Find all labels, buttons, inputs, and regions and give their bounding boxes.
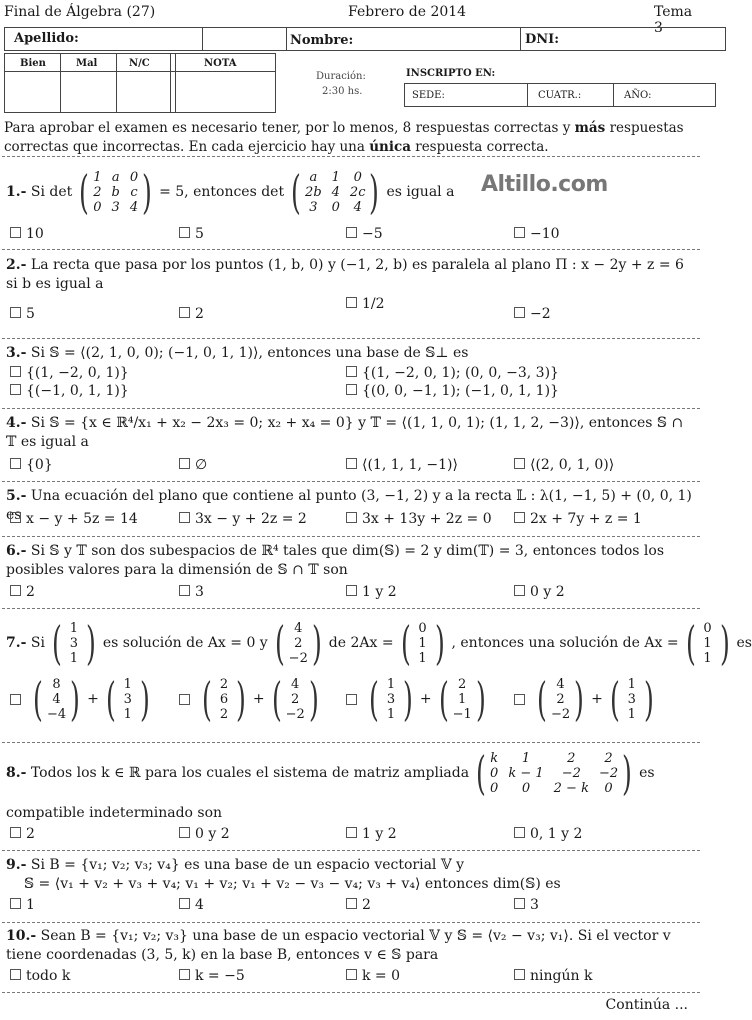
matrix-cell: 0 xyxy=(353,169,362,185)
vector-entry: 1 xyxy=(386,676,396,692)
matrix-cell: 0 xyxy=(490,780,499,796)
q6-option-d[interactable]: 0 y 2 xyxy=(514,584,565,600)
cuatr-label: CUATR.: xyxy=(538,90,582,101)
checkbox-icon xyxy=(10,694,21,705)
q7-option-c[interactable]: ( 1 3 1 ) + ( 2 1 −1 ) xyxy=(346,676,493,722)
checkbox-icon xyxy=(10,512,21,523)
q5-option-a[interactable]: x − y + 5z = 14 xyxy=(10,511,138,527)
q7-option-d[interactable]: ( 4 2 −2 ) + ( 1 3 1 ) xyxy=(514,676,661,722)
vector-entry: 2 xyxy=(294,635,303,651)
q7-option-a[interactable]: ( 8 4 −4 ) + ( 1 3 1 ) xyxy=(10,676,157,722)
instructions: Para aprobar el examen es necesario tener, por lo menos, 8 respuestas correctas y más respuestas correctas que incorrectas. En cada ejercicio hay una única respuesta correcta. xyxy=(4,120,684,155)
checkbox-icon xyxy=(346,366,357,377)
vector-entry: 1 xyxy=(627,706,636,722)
q4-option-d[interactable]: ⟨(2, 0, 1, 0)⟩ xyxy=(514,457,614,473)
vector-entry: 0 xyxy=(418,620,427,636)
vector-entry: −1 xyxy=(452,706,472,722)
checkbox-icon xyxy=(179,827,190,838)
question-9: 9.- Si B = {v₁; v₂; v₃; v₄} es una base de un espacio vectorial 𝕍 y xyxy=(6,857,465,873)
vector-entry: 4 xyxy=(556,676,565,692)
q4-option-b[interactable]: ∅ xyxy=(179,457,207,473)
exam-date: Febrero de 2014 xyxy=(348,4,467,20)
continue-note: Continúa ... xyxy=(605,997,688,1013)
checkbox-icon xyxy=(514,969,525,980)
matrix-cell: 0 xyxy=(129,169,139,185)
q7-option-b[interactable]: ( 2 6 2 ) + ( 4 2 −2 ) xyxy=(179,676,326,722)
q1-option-c[interactable]: −5 xyxy=(346,226,383,242)
q6-option-b[interactable]: 3 xyxy=(179,584,204,600)
checkbox-icon xyxy=(514,694,525,705)
duracion-label: Duración: xyxy=(316,71,366,82)
column-vector xyxy=(66,621,82,666)
q8-option-a[interactable]: 2 xyxy=(10,826,35,842)
vector-entry: 1 xyxy=(703,635,712,651)
matrix-cell: 0 xyxy=(490,765,499,781)
inscripto-label: INSCRIPTO EN: xyxy=(406,68,496,79)
checkbox-icon xyxy=(346,458,357,469)
checkbox-icon xyxy=(514,827,525,838)
q9-option-b[interactable]: 4 xyxy=(179,897,204,913)
checkbox-icon xyxy=(346,827,357,838)
vector-entry: 1 xyxy=(458,691,467,707)
vector-entry: −4 xyxy=(46,706,67,722)
question-5: 5.- Una ecuación del plano que contiene al punto (3, −1, 2) y a la recta 𝕃 : λ(1, −1, 5) + (0, 0, 1) es xyxy=(6,488,692,523)
checkbox-icon xyxy=(179,694,190,705)
q10-option-b[interactable]: k = −5 xyxy=(179,968,245,984)
divider xyxy=(2,156,700,157)
matrix-cell: k xyxy=(490,750,499,766)
column-vector xyxy=(216,677,232,722)
checkbox-icon xyxy=(346,297,357,308)
vector-entry: 1 xyxy=(123,706,132,722)
q5-option-c[interactable]: 3x + 13y + 2z = 0 xyxy=(346,511,492,527)
question-6: 6.- Si 𝕊 y 𝕋 son dos subespacios de ℝ⁴ tales que dim(𝕊) = 2 y dim(𝕋) = 3, entonces todos los posibles valores para la dimensión de 𝕊 ∩ 𝕋 son xyxy=(6,543,665,578)
question-10: 10.- Sean B = {v₁; v₂; v₃} una base de un espacio vectorial 𝕍 y 𝕊 = ⟨v₂ − v₃; v₁⟩. Si el vector v tiene coordenadas (3, 5, k) en la base B, entonces v ∈ 𝕊 para xyxy=(6,928,671,963)
sede-label: SEDE: xyxy=(412,90,445,101)
q6-option-a[interactable]: 2 xyxy=(10,584,35,600)
matrix-cell: c xyxy=(130,184,138,200)
dni-label: DNI: xyxy=(525,32,560,47)
q3-option-a[interactable]: {(1, −2, 0, 1)} xyxy=(10,365,129,381)
q2-option-c[interactable]: 1/2 xyxy=(346,296,385,312)
vector-entry: 0 xyxy=(703,620,712,636)
q1-option-b[interactable]: 5 xyxy=(179,226,204,242)
vector-entry: 1 xyxy=(418,635,427,651)
checkbox-icon xyxy=(514,585,525,596)
matrix-cell: 0 xyxy=(521,780,531,796)
checkbox-icon xyxy=(10,458,21,469)
checkbox-icon xyxy=(179,458,190,469)
matrix-cell: 2c xyxy=(349,184,366,200)
vector-entry: 4 xyxy=(294,620,303,636)
exam-title: Final de Álgebra (27) xyxy=(4,4,156,20)
matrix-cell: 0 xyxy=(604,780,613,796)
vector-entry: −2 xyxy=(288,650,308,666)
vector-entry: 1 xyxy=(627,676,636,692)
matrix-cell: 0 xyxy=(93,199,102,215)
checkbox-icon xyxy=(179,512,190,523)
matrix-cell: 3 xyxy=(111,199,120,215)
matrix-cell: −2 xyxy=(598,765,619,781)
q10-option-a[interactable]: todo k xyxy=(10,968,70,984)
vector-entry: −2 xyxy=(285,706,305,722)
apellido-label: Apellido: xyxy=(14,31,79,46)
q6-option-c[interactable]: 1 y 2 xyxy=(346,584,397,600)
column-vector xyxy=(289,621,308,666)
q3-option-b[interactable]: {(1, −2, 0, 1); (0, 0, −3, 3)} xyxy=(346,365,559,381)
checkbox-icon xyxy=(10,969,21,980)
column-vector xyxy=(700,621,716,666)
question-8: 8.- Todos los k ∈ ℝ para los cuales el sistema de matriz ampliada ( k 1 2 2 0 k − 1 −2 −2 0 0 2 − k 0 ) es xyxy=(6,746,655,800)
q9-option-a[interactable]: 1 xyxy=(10,897,35,913)
vector-entry: 1 xyxy=(386,706,396,722)
column-vector xyxy=(120,677,136,722)
checkbox-icon xyxy=(346,384,357,395)
q5-option-b[interactable]: 3x − y + 2z = 2 xyxy=(179,511,307,527)
q2-option-b[interactable]: 2 xyxy=(179,306,204,322)
checkbox-icon xyxy=(10,827,21,838)
checkbox-icon xyxy=(179,227,190,238)
q8-option-b[interactable]: 0 y 2 xyxy=(179,826,230,842)
checkbox-icon xyxy=(179,969,190,980)
vector-entry: 3 xyxy=(69,635,79,651)
question-2: 2.- La recta que pasa por los puntos (1, b, 0) y (−1, 2, b) es paralela al plano Π : x − 2y + z = 6 si b es igual a xyxy=(6,257,684,292)
nc-label: N/C xyxy=(129,58,150,69)
checkbox-icon xyxy=(179,307,190,318)
matrix-cell: 3 xyxy=(309,199,318,215)
matrix-cell: 4 xyxy=(353,199,362,215)
bien-label: Bien xyxy=(20,58,46,69)
column-vector xyxy=(453,677,472,722)
checkbox-icon xyxy=(514,512,525,523)
q2-option-d[interactable]: −2 xyxy=(514,306,551,322)
column-vector xyxy=(624,677,640,722)
q10-option-c[interactable]: k = 0 xyxy=(346,968,400,984)
column-vector xyxy=(383,677,399,722)
vector-entry: 1 xyxy=(703,650,712,666)
checkbox-icon xyxy=(10,366,21,377)
matrix-cell: k − 1 xyxy=(508,765,544,781)
vector-entry: 1 xyxy=(69,650,79,666)
q9-option-d[interactable]: 3 xyxy=(514,897,539,913)
vector-entry: 4 xyxy=(52,691,61,707)
matrix-cell: 2 − k xyxy=(553,780,589,796)
matrix-cell: 2b xyxy=(305,184,322,200)
vector-entry: 8 xyxy=(52,676,61,692)
checkbox-icon xyxy=(10,227,21,238)
vector-entry: 1 xyxy=(418,650,427,666)
q10-option-d[interactable]: ningún k xyxy=(514,968,592,984)
student-info-row xyxy=(4,27,726,51)
checkbox-icon xyxy=(346,585,357,596)
checkbox-icon xyxy=(514,227,525,238)
question-8-cont: compatible indeterminado son xyxy=(6,805,223,821)
checkbox-icon xyxy=(346,969,357,980)
checkbox-icon xyxy=(10,585,21,596)
q3-option-d[interactable]: {(0, 0, −1, 1); (−1, 0, 1, 1)} xyxy=(346,383,559,399)
vector-entry: 6 xyxy=(219,691,229,707)
checkbox-icon xyxy=(10,898,21,909)
matrix-cell: b xyxy=(111,184,120,200)
q5-option-d[interactable]: 2x + 7y + z = 1 xyxy=(514,511,642,527)
vector-entry: 3 xyxy=(123,691,132,707)
matrix-cell: 1 xyxy=(521,750,531,766)
nombre-label: Nombre: xyxy=(290,33,354,48)
checkbox-icon xyxy=(346,512,357,523)
matrix-cell: a xyxy=(111,169,120,185)
matrix-q8: ( k 1 2 2 0 k − 1 −2 −2 0 0 2 − k 0 ) xyxy=(476,746,633,800)
vector-entry: 2 xyxy=(556,691,565,707)
matrix-cell: 1 xyxy=(93,169,102,185)
checkbox-icon xyxy=(514,458,525,469)
checkbox-icon xyxy=(346,227,357,238)
matrix-cell: 0 xyxy=(331,199,340,215)
matrix-q1b: ( a 1 0 2b 4 2c 3 0 4 ) xyxy=(291,165,380,219)
question-1: 1.- Si det ( 1 a 0 2 b c 0 3 4 ) = 5, entonces det ( a 1 0 2b 4 2c 3 0 4 ) es igual a xyxy=(6,165,455,219)
matrix-q1a: ( 1 a 0 2 b c 0 3 4 ) xyxy=(79,165,153,219)
vector-entry: 3 xyxy=(627,691,636,707)
question-3: 3.- Si 𝕊 = ⟨(2, 1, 0, 0); (−1, 0, 1, 1)⟩, entonces una base de 𝕊⊥ es xyxy=(6,345,469,361)
exam-tema: Tema 3 xyxy=(654,4,693,36)
checkbox-icon xyxy=(10,384,21,395)
vector-entry: −2 xyxy=(550,706,571,722)
checkbox-icon xyxy=(514,307,525,318)
matrix-cell: 4 xyxy=(331,184,340,200)
matrix-cell: −2 xyxy=(561,765,581,781)
vector-entry: 1 xyxy=(69,620,79,636)
q4-option-c[interactable]: ⟨(1, 1, 1, −1)⟩ xyxy=(346,457,458,473)
q8-option-c[interactable]: 1 y 2 xyxy=(346,826,397,842)
column-vector xyxy=(551,677,570,722)
q8-option-d[interactable]: 0, 1 y 2 xyxy=(514,826,582,842)
matrix-cell: 2 xyxy=(604,750,613,766)
vector-entry: 4 xyxy=(291,676,300,692)
vector-entry: 3 xyxy=(386,691,396,707)
matrix-cell: 2 xyxy=(567,750,576,766)
matrix-cell: 4 xyxy=(129,199,139,215)
q2-option-a[interactable]: 5 xyxy=(10,306,35,322)
matrix-cell: 1 xyxy=(331,169,340,185)
column-vector xyxy=(286,677,305,722)
checkbox-icon xyxy=(10,307,21,318)
duracion-value: 2:30 hs. xyxy=(322,86,363,97)
q3-option-c[interactable]: {(−1, 0, 1, 1)} xyxy=(10,383,129,399)
altillo-logo: Altillo.com xyxy=(481,172,608,197)
vector-entry: 2 xyxy=(291,691,300,707)
column-vector xyxy=(47,677,66,722)
checkbox-icon xyxy=(346,898,357,909)
q9-option-c[interactable]: 2 xyxy=(346,897,371,913)
checkbox-icon xyxy=(179,585,190,596)
matrix-cell: 2 xyxy=(93,184,102,200)
q1-option-a[interactable]: 10 xyxy=(10,226,44,242)
nota-label: NOTA xyxy=(204,58,237,69)
question-4: 4.- Si 𝕊 = {x ∈ ℝ⁴/x₁ + x₂ − 2x₃ = 0; x₂ + x₄ = 0} y 𝕋 = ⟨(1, 1, 0, 1); (1, 1, 2, −3)⟩, entonces 𝕊 ∩ 𝕋 es igual a xyxy=(6,415,684,450)
mal-label: Mal xyxy=(76,58,98,69)
column-vector xyxy=(415,621,431,666)
vector-entry: 1 xyxy=(123,676,132,692)
matrix-cell: a xyxy=(309,169,318,185)
q1-option-d[interactable]: −10 xyxy=(514,226,560,242)
q4-option-a[interactable]: {0} xyxy=(10,457,53,473)
question-7: 7.- Si ( 1 3 1 ) es solución de Ax = 0 y ( 4 2 −2 ) de 2Ax = ( 0 1 1 ) , entonces una solución de Ax = ( 0 1 1 ) es xyxy=(6,616,752,670)
vector-entry: 2 xyxy=(219,706,229,722)
checkbox-icon xyxy=(514,898,525,909)
question-9-cont: 𝕊 = ⟨v₁ + v₂ + v₃ + v₄; v₁ + v₂; v₁ + v₂ − v₃ − v₄; v₃ + v₄⟩ entonces dim(𝕊) es xyxy=(24,876,561,892)
vector-entry: 2 xyxy=(458,676,467,692)
checkbox-icon xyxy=(346,694,357,705)
vector-entry: 2 xyxy=(219,676,229,692)
anio-label: AÑO: xyxy=(624,90,652,101)
checkbox-icon xyxy=(179,898,190,909)
